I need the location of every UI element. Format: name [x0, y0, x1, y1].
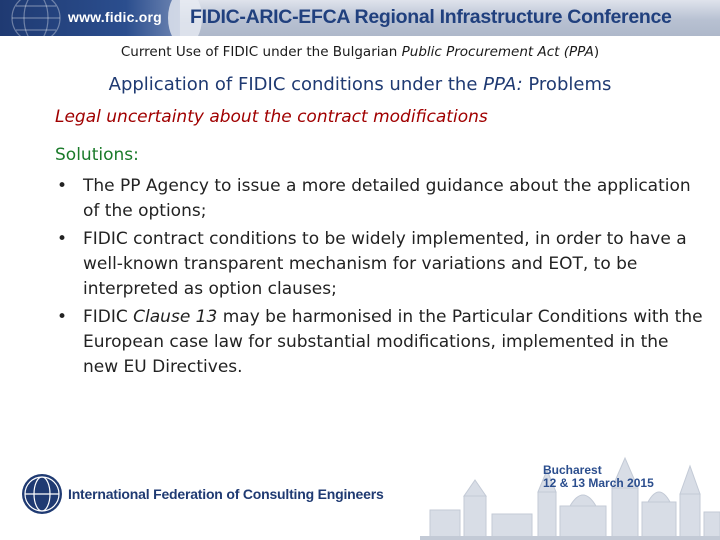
- problem-statement: Legal uncertainty about the contract modifications: [55, 107, 488, 127]
- list-item: [55, 227, 705, 302]
- subtitle-suffix: ): [593, 44, 600, 60]
- bullet-dot: •: [57, 307, 68, 327]
- subtitle-italic: Public Procurement Act (PPA: [401, 44, 594, 60]
- globe-icon: [8, 0, 64, 36]
- bullet-text: FIDIC contract conditions to be widely implemented, in order to have a well-known transparent mechanism for variations and EOT, to be interpreted as option clauses;: [83, 229, 687, 299]
- bullet-prefix: FIDIC: [83, 307, 134, 327]
- header-banner: [0, 0, 720, 36]
- heading-prefix: Application of FIDIC conditions under the: [108, 74, 484, 95]
- organization-name: International Federation of Consulting Engineers: [68, 486, 384, 502]
- bullet-dot: •: [57, 229, 68, 249]
- slide-subtitle: [0, 44, 720, 60]
- banner-title: FIDIC-ARIC-EFCA Regional Infrastructure Conference: [190, 6, 672, 28]
- heading-suffix: Problems: [522, 74, 612, 95]
- banner-url[interactable]: www.fidic.org: [68, 9, 162, 25]
- solutions-list: [55, 174, 705, 383]
- heading-italic: PPA:: [483, 74, 523, 95]
- solutions-label: Solutions:: [55, 145, 139, 165]
- subtitle-prefix: Current Use of FIDIC under the Bulgarian: [120, 44, 402, 60]
- fidic-logo[interactable]: [22, 474, 62, 514]
- list-item: [55, 174, 705, 224]
- bullet-text: The PP Agency to issue a more detailed guidance about the application of the options;: [83, 176, 691, 221]
- list-item: [55, 305, 705, 380]
- bullet-suffix: may be harmonised in the Particular Conditions with the European case law for substantial modifications, implemented in the new EU Directives.: [83, 307, 703, 377]
- bullet-dot: •: [57, 176, 68, 196]
- bullet-italic: Clause 13: [133, 307, 218, 327]
- event-city: Bucharest: [543, 463, 602, 477]
- fidic-globe-icon: [22, 474, 62, 514]
- slide-heading: [0, 74, 720, 95]
- event-dates: 12 & 13 March 2015: [543, 476, 654, 490]
